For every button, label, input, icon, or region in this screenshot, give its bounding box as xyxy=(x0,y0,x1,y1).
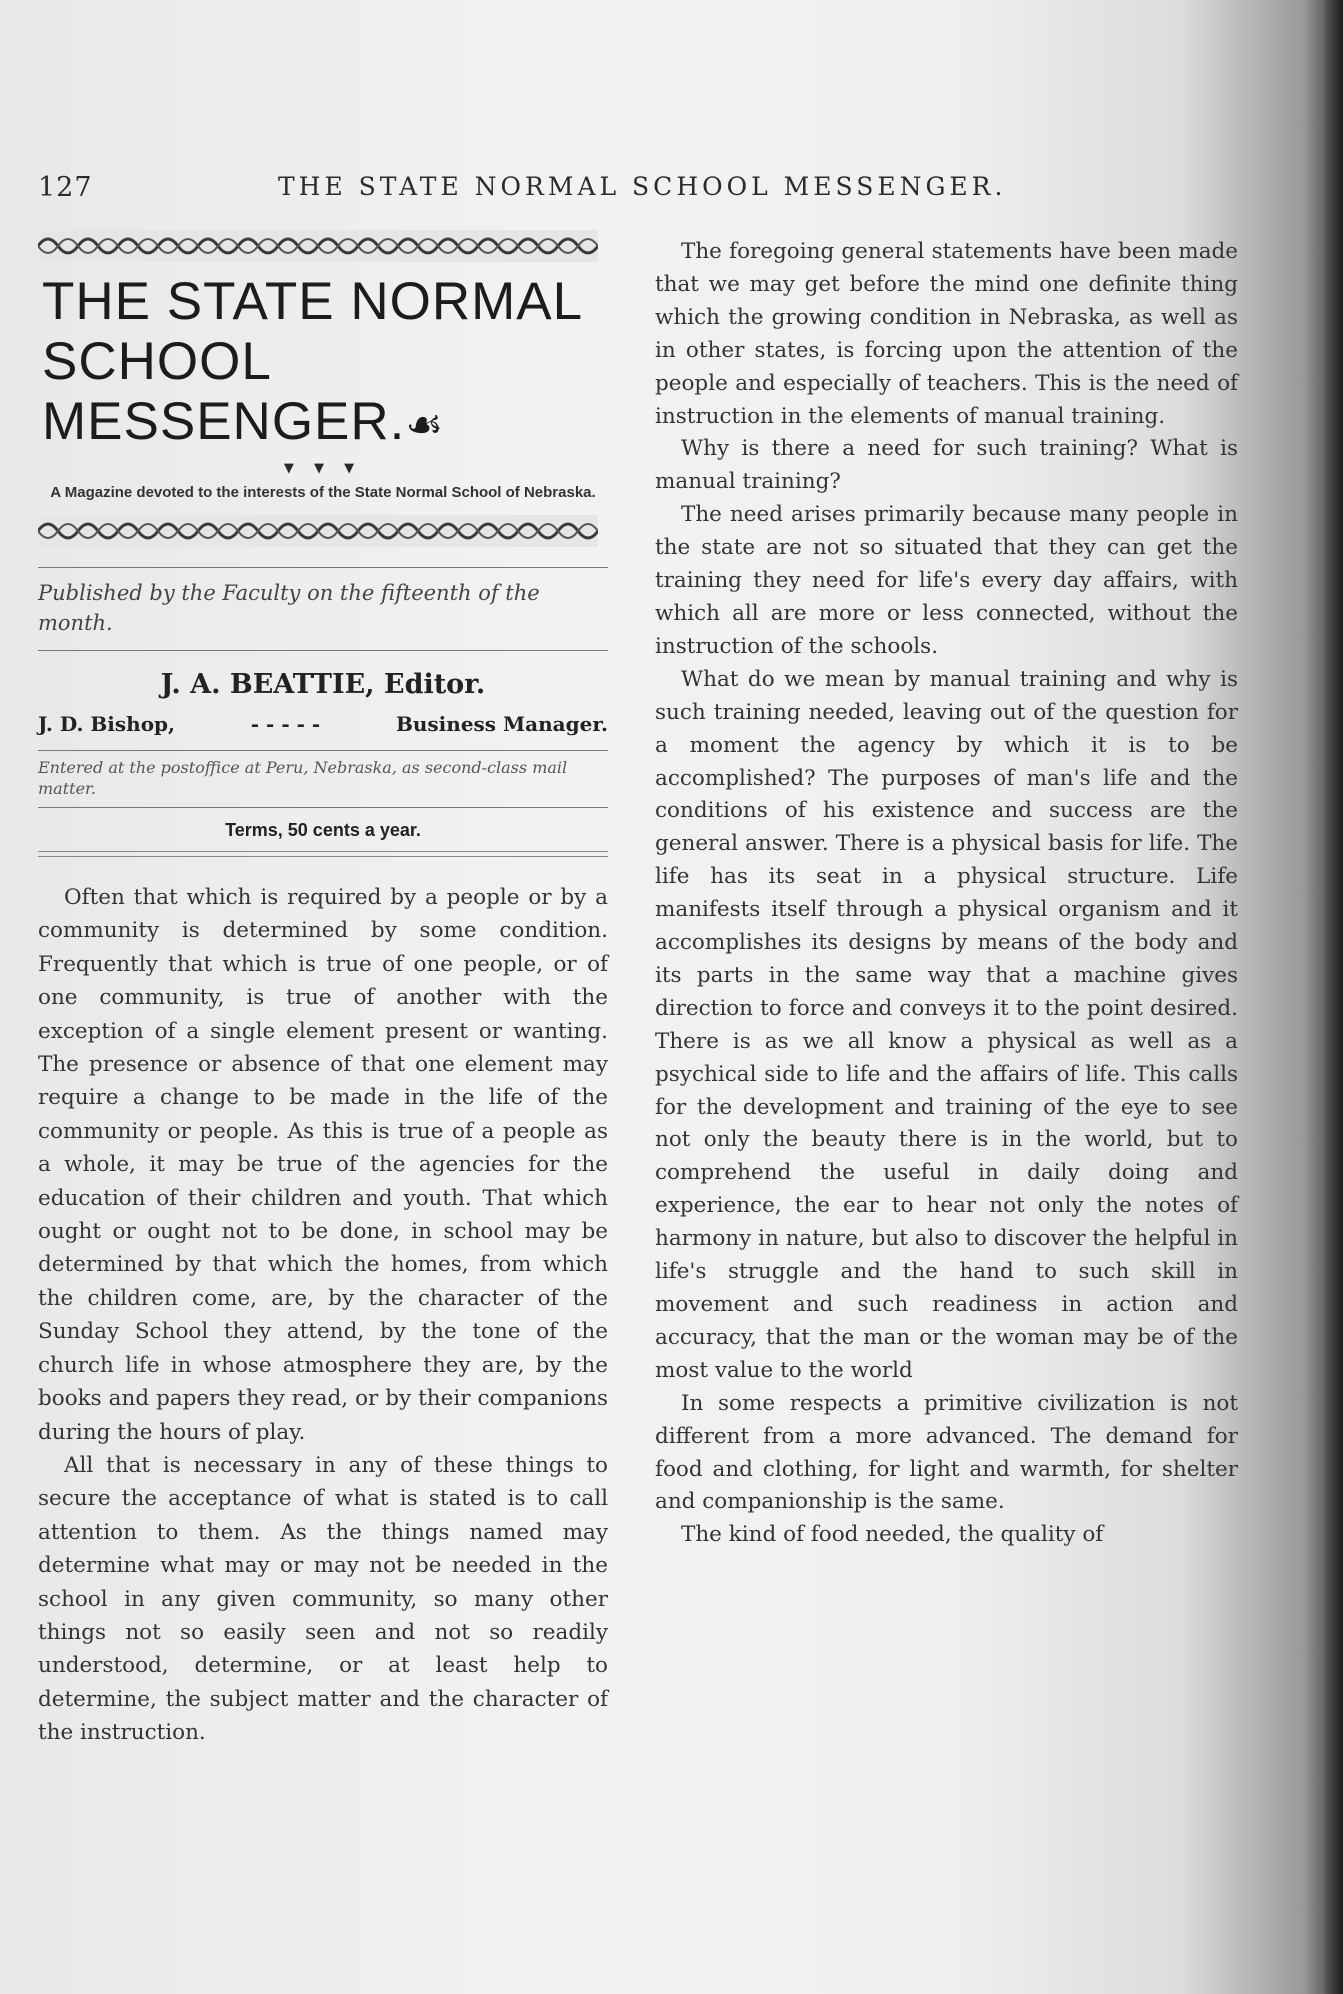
ornament-border-top xyxy=(38,228,598,264)
left-paragraph: Often that which is required by a people or by a community is determined by some condition. Frequently that which is true of one people, or of one community, is true of another with the exception of a single element present or wanting. The presence or absence of that one element may require a change to be made in the life of the community or people. As this is true of a people as a whole, it may be true of the agencies for the education of their children and youth. That which ought or ought not to be done, in school may be determined by that which the homes, from which the children come, are, by the character of the Sunday School they attend, by the tone of the church life in whose atmosphere they are, by the books and papers they read, or by their companions during the hours of play. xyxy=(38,885,608,1445)
manager-dots: - - - - - xyxy=(250,712,321,736)
left-column xyxy=(38,228,608,1750)
mailing-entry-note: Entered at the postoffice at Peru, Nebraska, as second-class mail matter. xyxy=(38,758,568,798)
running-head xyxy=(38,172,1238,212)
divider-rule xyxy=(38,750,608,751)
divider-rule xyxy=(38,807,608,808)
editor-line: J. A. BEATTIE, Editor. xyxy=(160,669,486,700)
right-paragraph: The kind of food needed, the quality of xyxy=(681,1522,1104,1548)
masthead-title xyxy=(42,272,608,455)
running-title: THE STATE NORMAL SCHOOL MESSENGER. xyxy=(278,172,1007,201)
double-rule xyxy=(38,851,608,857)
publication-note: Published by the Faculty on the fifteenth of the month. xyxy=(38,581,540,635)
business-manager-line xyxy=(38,712,608,736)
scan-edge-shadow xyxy=(1325,0,1343,1994)
triangle-ornament: ▼ ▼ ▼ xyxy=(283,461,363,476)
right-paragraph: What do we mean by manual training and why is such training needed, leaving out of the question for a moment the agency by which it is to be accomplished? The purposes of man's life and the conditions of his existence and success are the general answer. There is a physical basis for life. The life has its seat in a physical structure. Life manifests itself through a physical organism and it accomplishes its designs by means of the body and its parts in the same way that a machine gives direction to force and conveys it to the point desired. There is as we all know a physical as well as a psychical side to life and the affairs of life. This calls for the development and training of the eye to see not only the beauty there is in the world, but to comprehend the useful in daily doing and experience, the ear to hear not only the notes of harmony in nature, but also to discover the helpful in life's struggle and the hand to such skill in movement and such readiness in action and accuracy, that the man or the woman may be of the most value to the world xyxy=(655,666,1238,1383)
right-paragraph: Why is there a need for such training? What is manual training? xyxy=(655,436,1238,495)
page-number: 127 xyxy=(38,172,93,203)
left-paragraph: All that is necessary in any of these things to secure the acceptance of what is stated is to call attention to them. As the things named may determine what may or may not be needed in the school in any given community, so many other things not so easily seen and not so readily understood, determine, or at least help to determine, the subject matter and the character of the instruction. xyxy=(38,1452,608,1746)
masthead-title-line2: SCHOOL MESSENGER. xyxy=(42,332,406,451)
subscription-terms: Terms, 50 cents a year. xyxy=(225,820,421,840)
masthead-subtitle: A Magazine devoted to the interests of the State Normal School of Nebraska. xyxy=(50,484,596,501)
right-paragraph: In some respects a primitive civilization is not different from a more advanced. The demand for food and clothing, for light and warmth, for shelter and companionship is the same. xyxy=(655,1390,1238,1515)
right-paragraph: The foregoing general statements have been made that we may get before the mind one definite thing which the growing condition in Nebraska, as well as in other states, is forcing upon the attention of the people and especially of teachers. This is the need of instruction in the elements of manual training. xyxy=(655,239,1238,429)
masthead-title-line1: THE STATE NORMAL xyxy=(42,272,584,331)
divider-rule xyxy=(38,567,608,568)
manager-name: J. D. Bishop, xyxy=(38,712,175,736)
manager-role: Business Manager. xyxy=(395,712,608,736)
hand-ornament-icon: ☙ xyxy=(405,401,445,448)
divider-rule xyxy=(38,650,608,651)
ornament-border-bottom xyxy=(38,513,598,549)
right-column xyxy=(655,236,1238,1552)
right-paragraph: The need arises primarily because many people in the state are not so situated that they can get the training they need for life's every day affairs, with which all are more or less connected, without the instruction of the schools. xyxy=(655,502,1238,659)
